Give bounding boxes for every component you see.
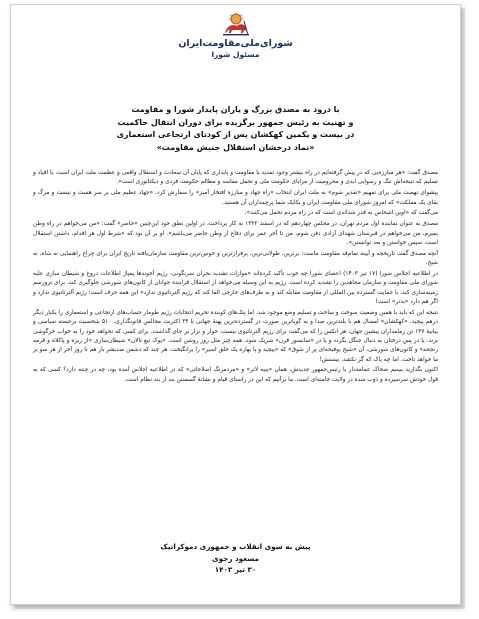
body-paragraph: پیشوای نهضت ملی برای تفهیم «تقدیر شوم» به ملت ایران انتخاب «راه جهاد و مبارزه افتخار آمیز» را سفارش کرد. «جهاد عظیم ملی بر سر هست و نیست و مرگ و بقای یک مملکت» که امروز شورای ملی مقاومت ایران و یکایک شما پرچمداران آن هستید. [33,190,438,206]
body-paragraph: اکنون بگذارید ببینیم ضحاک عمامه‌دار با رئیس‌جمهور جدیدش، همان «پنبه لاتر» و «مردمرنگ اصلاحاتی» که در اطلاعیه اجلاس آمده بود، چه در چنته دارد؟ کسی که به قول خودش سرسپرده و ذوب شده در ولایت خامنه‌ای است. ما برآنیم که این در راستای قیام و نشانهٔ گسستن بند از بند نظام است. [33,367,438,383]
body-paragraph: در اطلاعیه اجلاس شورا (۱۷ تیر ۱۴۰۳) اعضای شورا چه خوب تأکید کرده‌اند «موازات تشدید بحران سرنگونی، رژیم آخوندها پمپاژ اطلاعات دروغ و شیطان سازی علیه شورای ملی مقاومت و سازمان مجاهدین را تشدید کرده است. رژیم به این وسیله می‌خواهد از استقلال فزاینده جوانان از کانون‌های شورشی جلوگیری کند، برای ترورسم زمینه‌سازی کند، با حمایت گسترده بین المللی از مقاومت مقابله کند و به طرف‌های خارجی القا کند که رژیم آلترناتیوی ندارد» این همه حرف است؛ رژیم آلترناتیوی ندارد و اگر هم دارد «بدتر» است! [33,270,438,305]
document-page [10,4,461,605]
organization-name: شورای‌ملی‌مقاومت‌ایران [178,38,293,49]
signatory-name: مسعود رجوی [212,553,259,563]
title-line: در بیست و یکمین کهکشان پس از کودتای ارتجاعی استعماری [116,130,355,139]
body-paragraph: مصدق به عنوان نماینده اول مردم تهران، در مجلس چهاردهم که در اسفند ۱۳۲۲ به کار پرداخت، در اولین نطق خود این‌چنین «حاضر» گفت: «من می‌خواهم در راه وطن بمیرم، من می‌خواهم در قبرستان شهدای آزادی دفن شوم، من تا آخر عمر برای دفاع از وطن حاضر می‌باشم». او بر آن بود که «شرط اول هر اقدام، داشتن استقلال است، سپس خواستن و بعد توانستن». [33,221,438,246]
closing-slogan: پیش به سوی انقلاب و جمهوری دموکراتیک [160,542,311,551]
statement-date: ۳۰ تیر ۱۴۰۳ [214,565,257,574]
statement-title [51,104,420,154]
body-paragraph: نتیجه این که باید با همین وضعیت سوخت و ساخت و تسلیم وضع موجود شد. اما پتک‌های کوبنده تحریم انتخابات رژیم طومار حساب‌های ارتجاعی و استعماری را یکبار دیگر درهم پیچید. «کهکشان» امسال هم با بلندترین صدا و به گویاترین صورت در گسترده‌ترین پهنهٔ جهانی با ۳۴ اکثریت مجالس قانونگذاری، ۵۱۰ شخصیت برجسته سیاسی و بیانیهٔ ۱۳۷ تن زمامداران پیشین جهان، هر انکس را که می‌گفت برای رژیم آلترناتیوی نیست، خوار و نزار بر جای گذاشت. برای کسی که نخواهد خود را به خواب خرگوشی بزند، یا در پس درختان به دنبال جنگل بگردد و یا در «سانسور قرن» شریک شود، همه چیز مثل روز روشن است. «پوک تیغ تالان» شیطان‌سازی «از ریزه و پاکلاه و قرمه رنجحه» و کانون‌های شورشی، آن «شیخ بوقیحه‌ای پر از شوق» که «پیچید و پا بهاره یک خلق اسیر» را برانگیخت. هر چند که دشمن ضدبشر باز هم تا روز آخر از هر سو بر ما خواهد تاخت. اما چه باک که گر نکشد، نیستش! [33,309,438,363]
lion-and-sun-emblem-icon [218,11,254,37]
statement-body [33,169,438,387]
title-line: و تهنیت به رئیس جمهور برگزیده برای دوران انتقال حاکمیت [117,117,354,127]
body-paragraph: می‌گفت که «اوین اشخاص به قدر شدائدی است که در راه مردم تحمل می‌کنند». [244,210,438,217]
body-paragraph: مصدق گفت: «هر مبارزه‌یی که در پیش گرفته‌ایم در راه بیشتر وجود تمدید یا مقاومت و پایداری که پایان آن سعادت و استقلال واقعی و عظمت ملت ایران است، یا اقیاد و تسلیم که نتیجه‌اش ننگ و رسوایی ابدی و محرومیت از مزایای حکومت ملی و تحمل مفاسد و مظالم حکومت فردی و دیکتاتوری است». [33,170,438,186]
title-line: «نماد درخشان استقلال جنبش مقاومت» [156,142,315,152]
organization-subtitle: مسئول شورا [211,50,260,59]
title-line: با درود به مصدق بزرگ و یاران پایدار شورا و مقاومت [131,105,340,114]
body-paragraph: آنچه مصدق گفت تاریخچه و آیینه تمام‌قد مقاومت ماست: برترین، طولانی‌ترین، پرفراز‌ترین و خونین‌ترین مقاومت سازمان‌یافته تاریخ ایران برای چراغ راهنمایی نه شاه، نه شیخ. [33,250,438,267]
letterhead [11,11,460,60]
signature-block [11,541,460,576]
